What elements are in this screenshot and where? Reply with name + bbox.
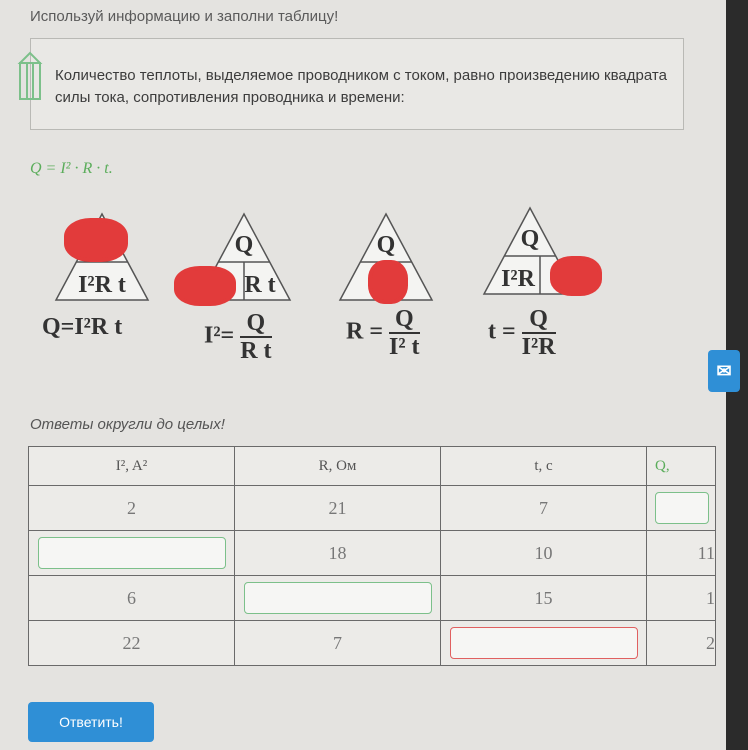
cell-input[interactable]: [29, 531, 235, 576]
answer-input[interactable]: [450, 627, 638, 659]
formula: Q = I² · R · t.: [30, 160, 113, 177]
equation-3-den: I² t: [389, 334, 420, 360]
triangle-4-bottom: I²R: [501, 266, 535, 292]
equation-2: [204, 310, 272, 364]
cell: 6: [29, 576, 235, 621]
equation-4: [488, 306, 556, 360]
mail-icon-button[interactable]: ✉: [708, 350, 740, 392]
cell-input[interactable]: [441, 621, 647, 666]
cell: 7: [235, 621, 441, 666]
triangle-3-top: Q: [376, 232, 396, 258]
header-i2: I², A²: [29, 447, 235, 486]
cell: 18: [235, 531, 441, 576]
triangle-4-top: Q: [520, 226, 540, 252]
answer-input[interactable]: [38, 537, 226, 569]
submit-button[interactable]: Ответить!: [28, 702, 154, 742]
equation-3: [346, 306, 420, 360]
ink-blot: [372, 264, 404, 300]
cell: 15: [441, 576, 647, 621]
header-q: Q,: [647, 447, 716, 486]
cell: 22: [29, 621, 235, 666]
triangle-2-bottom: R t: [244, 272, 276, 298]
equation-4-left: t =: [488, 318, 516, 345]
cell: 7: [441, 486, 647, 531]
instruction-text: Используй информацию и заполни таблицу!: [30, 8, 339, 25]
triangle-1-bottom: I²R t: [78, 272, 126, 298]
equation-2-fraction: [240, 310, 271, 364]
header-r: R, Ом: [235, 447, 441, 486]
cell: 1: [647, 576, 716, 621]
equation-4-num: Q: [522, 306, 556, 334]
cell-input[interactable]: [235, 576, 441, 621]
ink-blot: [68, 222, 124, 258]
equation-3-num: Q: [389, 306, 420, 334]
answer-input[interactable]: [244, 582, 432, 614]
equation-2-den: R t: [240, 338, 272, 364]
table-row: [29, 486, 716, 531]
note-text: Количество теплоты, выделяемое проводником с током, равно произведению квадрата силы тока, сопротивления проводника и времени:: [55, 67, 667, 106]
info-note: [30, 38, 684, 130]
answer-input[interactable]: [655, 492, 709, 524]
cell-input[interactable]: [647, 486, 716, 531]
equation-2-num: Q: [240, 310, 271, 338]
rounding-hint: Ответы округли до целых!: [30, 416, 225, 433]
equation-4-fraction: [522, 306, 556, 360]
header-t: t, с: [441, 447, 647, 486]
ink-blot: [178, 270, 232, 302]
answer-table: [28, 446, 716, 666]
table-header-row: [29, 447, 716, 486]
table-row: [29, 531, 716, 576]
table-row: [29, 576, 716, 621]
cell: 11: [647, 531, 716, 576]
ink-blot: [554, 260, 598, 292]
equation-3-fraction: [389, 306, 420, 360]
equation-1: Q=I²R t: [42, 314, 123, 340]
cell: 10: [441, 531, 647, 576]
equation-4-den: I²R: [521, 334, 556, 360]
triangle-2-top: Q: [234, 232, 254, 258]
equation-2-left: I²=: [204, 322, 235, 349]
cell: 2: [647, 621, 716, 666]
cell: 21: [235, 486, 441, 531]
equation-3-left: R =: [346, 318, 384, 345]
cell: 2: [29, 486, 235, 531]
pencil-icon: [17, 51, 43, 103]
table-row: [29, 621, 716, 666]
